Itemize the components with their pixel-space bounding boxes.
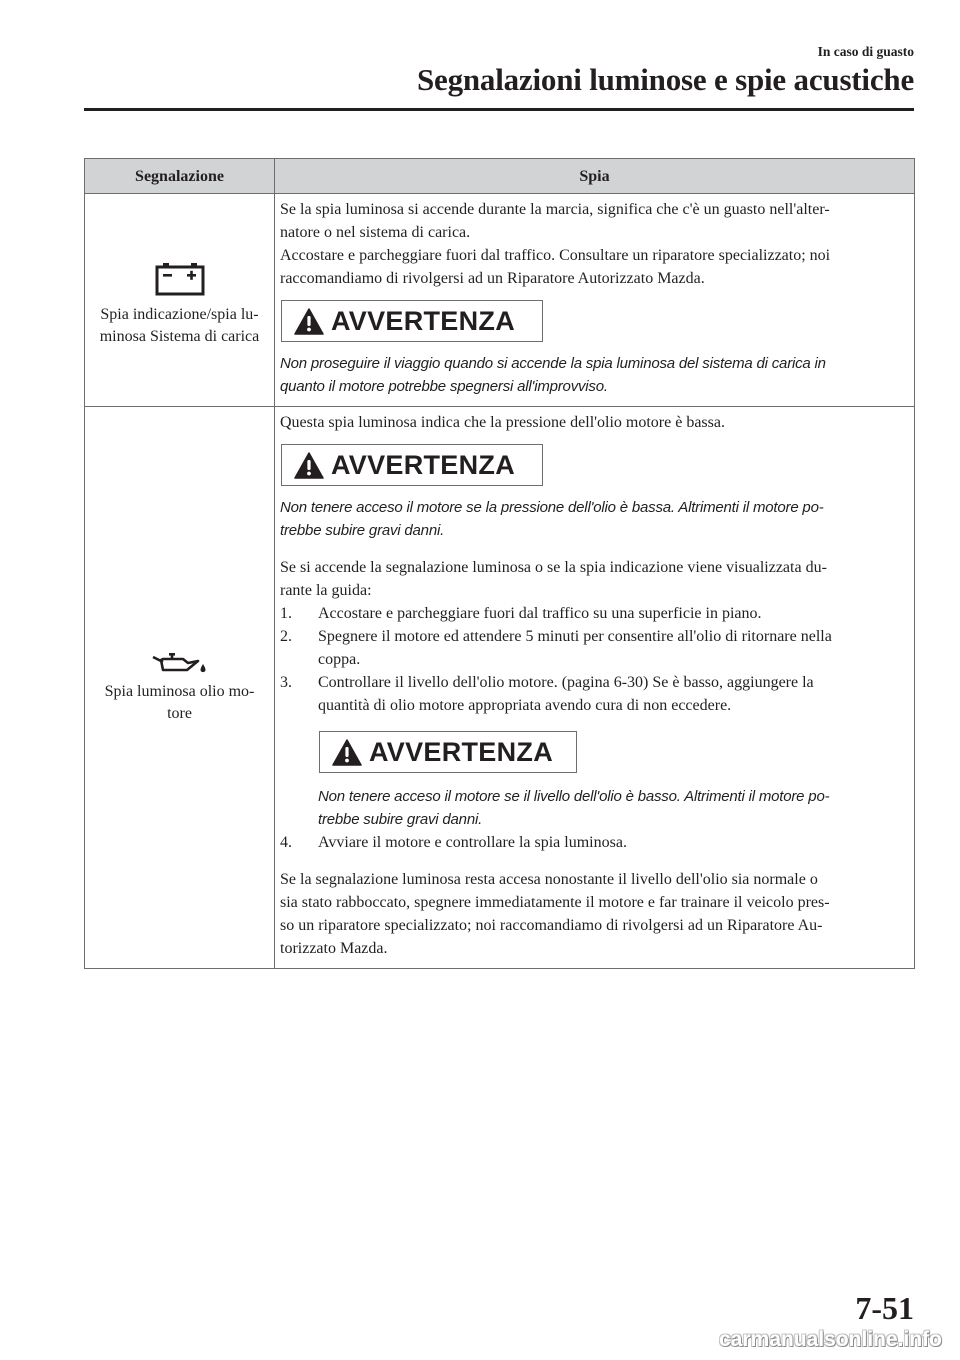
step-text: Spegnere il motore ed attendere 5 minuti per consentire all'olio di ritornare nella [318,628,832,645]
warning-box [281,444,543,486]
indicator-cell [85,194,275,407]
warning-text: trebbe subire gravi danni. [280,522,445,539]
oil-can-icon [150,651,210,675]
step-text: coppa. [318,651,361,668]
description-cell [275,407,915,969]
warning-triangle-icon [332,739,362,766]
step-text: quantità di olio motore appropriata avendo cura di non eccedere. [318,697,732,714]
table-row [85,407,915,969]
step-number: 4. [280,834,292,851]
column-header-indicator: Segnalazione [85,159,275,194]
body-text: Questa spia luminosa indica che la pressione dell'olio motore è bassa. [280,414,725,431]
steps-list [280,602,909,854]
body-text: natore o nel sistema di carica. [280,224,471,241]
body-text: Se la segnalazione luminosa resta accesa nonostante il livello dell'olio sia normale o [280,871,818,888]
body-text: rante la guida: [280,582,372,599]
indicator-cell [85,407,275,969]
list-item [280,671,909,831]
step-text: Avviare il motore e controllare la spia luminosa. [318,834,627,851]
step-text: Controllare il livello dell'olio motore. (pagina 6-30) Se è basso, aggiungere la [318,674,814,691]
warning-label: AVVERTENZA [331,449,516,480]
warning-box [319,731,577,773]
table-header-row [85,159,915,194]
body-text: raccomandiamo di rivolgersi ad un Riparatore Autorizzato Mazda. [280,270,705,287]
body-text: torizzato Mazda. [280,940,388,957]
indicator-label: tore [167,704,192,722]
body-text: sia stato rabboccato, spegnere immediatamente il motore e far trainare il veicolo pres- [280,894,830,911]
warning-text: Non tenere acceso il motore se la pressione dell'olio è bassa. Altrimenti il motore po- [280,499,824,516]
section-title: In caso di guasto [817,44,914,59]
warning-text: trebbe subire gravi danni. [318,811,483,828]
warning-label: AVVERTENZA [331,305,516,336]
warning-text: quanto il motore potrebbe spegnersi all'improvviso. [280,378,608,395]
step-number: 3. [280,674,292,691]
indicator-label: minosa Sistema di carica [99,328,260,345]
table-row [85,194,915,407]
warning-triangle-icon [294,308,324,335]
warning-text: Non proseguire il viaggio quando si accende la spia luminosa del sistema di carica in [280,355,826,372]
step-number: 2. [280,628,292,645]
warning-label: AVVERTENZA [369,736,554,767]
body-text: Se la spia luminosa si accende durante la marcia, significa che c'è un guasto nell'alter- [280,201,830,218]
warning-box [281,300,543,342]
body-text: Se si accende la segnalazione luminosa o se la spia indicazione viene visualizzata du- [280,559,827,576]
header-divider [84,108,914,111]
warning-triangle-icon [294,452,324,479]
step-number: 1. [280,605,292,622]
column-header-warning: Spia [275,159,915,194]
warning-lights-table [84,158,915,969]
list-item [280,602,909,625]
indicator-label: Spia indicazione/spia lu- [100,306,259,323]
page-title: Segnalazioni luminose e spie acustiche [416,62,914,97]
page-number: 7-51 [855,1290,914,1326]
body-text: Accostare e parcheggiare fuori dal traffico. Consultare un riparatore specializzato; noi [280,247,831,264]
indicator-label: Spia luminosa olio mo- [104,682,255,700]
list-item [280,831,909,854]
body-text: so un riparatore specializzato; noi raccomandiamo di rivolgersi ad un Riparatore Au- [280,917,823,934]
warning-text: Non tenere acceso il motore se il livello dell'olio è basso. Altrimenti il motore po- [318,788,830,805]
watermark: carmanualsonline.info [719,1328,942,1351]
step-text: Accostare e parcheggiare fuori dal traffico su una superficie in piano. [318,605,762,622]
list-item [280,625,909,671]
battery-icon [154,262,206,296]
description-cell [275,194,915,407]
